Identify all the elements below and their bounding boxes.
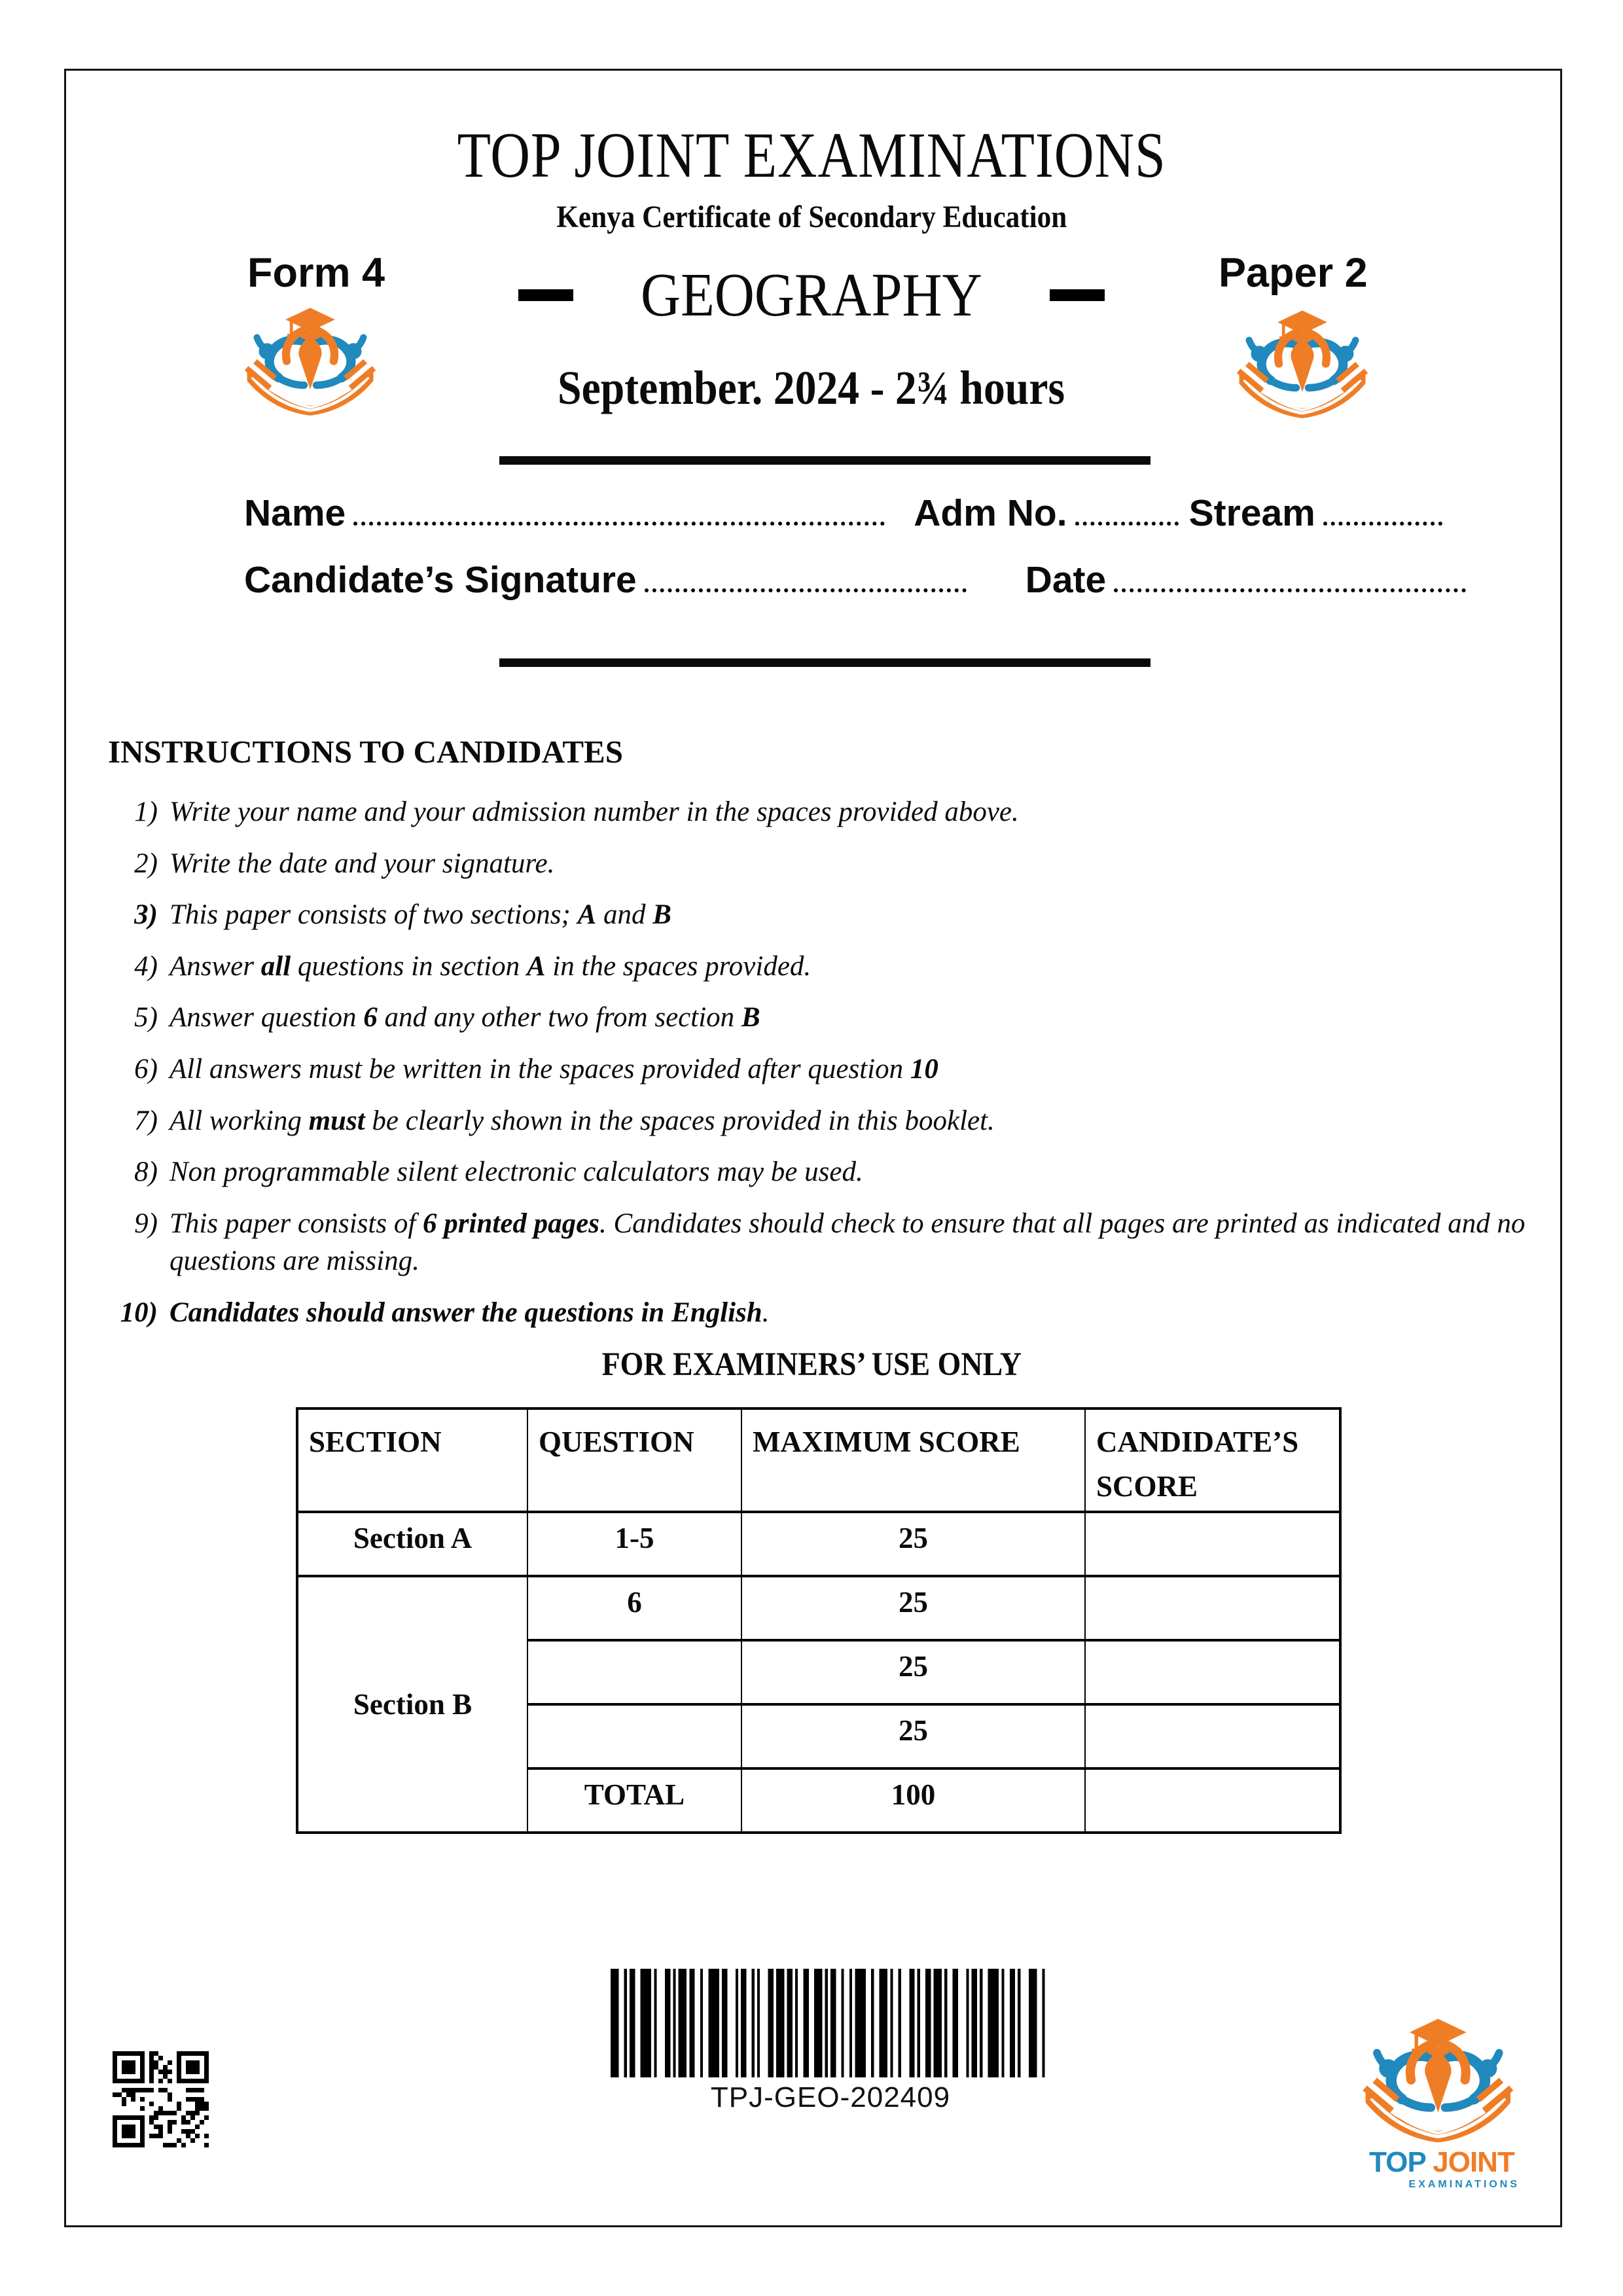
section-b-opt1-max: 25 (741, 1640, 1085, 1704)
name-fill-line (353, 515, 885, 526)
section-b-opt1-question (527, 1640, 741, 1704)
instruction-number: 4) (134, 950, 158, 982)
instruction-item (108, 896, 1535, 934)
footer-logo-wordmark: TOP JOINT (1369, 2146, 1514, 2178)
instruction-item (108, 948, 1535, 986)
barcode-block (611, 1969, 1050, 2112)
divider-bar-top (499, 456, 1150, 465)
total-max-score: 100 (741, 1768, 1085, 1833)
signature-date-row (244, 559, 1466, 601)
col-header-section: SECTION (297, 1408, 527, 1512)
candidate-details-row (244, 492, 1442, 534)
instruction-text: Answer all questions in section A in the spaces provided. (169, 950, 812, 982)
subject-dash-right (1050, 289, 1105, 301)
section-a-max-score: 25 (741, 1512, 1085, 1576)
instruction-item (108, 1294, 1535, 1332)
date-fill-line (1114, 582, 1466, 592)
subject-dash-left (518, 289, 573, 301)
instruction-text: Non programmable silent electronic calculators may be used. (169, 1157, 863, 1188)
instruction-number: 7) (134, 1105, 158, 1136)
table-header-row (297, 1408, 1340, 1512)
instruction-text: Write the date and your signature. (169, 848, 555, 879)
instruction-text: This paper consists of two sections; A and B (169, 899, 671, 931)
stream-fill-line (1323, 515, 1442, 526)
section-b-label: Section B (297, 1576, 527, 1833)
instruction-item (108, 1205, 1535, 1280)
section-a-label: Section A (297, 1512, 527, 1576)
instruction-text: Answer question 6 and any other two from section B (169, 1002, 760, 1033)
date-label: Date (1025, 559, 1107, 601)
instruction-number: 10) (120, 1297, 158, 1329)
instructions-title: INSTRUCTIONS TO CANDIDATES (108, 734, 623, 770)
instruction-item (108, 845, 1535, 883)
org-title-text: TOP JOINT EXAMINATIONS (457, 120, 1166, 191)
instruction-text: All working must be clearly shown in the spaces provided in this booklet. (169, 1105, 995, 1136)
total-label: TOTAL (527, 1768, 741, 1833)
section-a-question: 1-5 (527, 1512, 741, 1576)
col-header-candidate-score: CANDIDATE’S SCORE (1085, 1408, 1340, 1512)
instruction-item (108, 793, 1535, 831)
section-b-opt2-candidate-score-cell (1085, 1704, 1340, 1768)
footer-logo-emblem (1360, 2017, 1524, 2145)
adm-no-fill-line (1075, 515, 1179, 526)
barcode-text: TPJ-GEO-202409 (710, 2081, 951, 2113)
qr-code-image (113, 2051, 209, 2147)
divider-bar-bottom (499, 658, 1150, 667)
examiners-score-table (296, 1407, 1342, 1834)
section-b-q6-candidate-score-cell (1085, 1576, 1340, 1640)
page-title (0, 120, 1623, 191)
instruction-number: 1) (134, 797, 158, 827)
instruction-number: 9) (134, 1208, 158, 1239)
form-level-label: Form 4 (247, 250, 385, 296)
paper-number-label: Paper 2 (1219, 250, 1368, 296)
examiners-use-title: FOR EXAMINERS’ USE ONLY (601, 1346, 1022, 1383)
instruction-number: 8) (134, 1157, 158, 1188)
col-header-max-score: MAXIMUM SCORE (741, 1408, 1085, 1512)
name-label: Name (244, 492, 346, 534)
instruction-number: 2) (134, 848, 158, 879)
col-header-question: QUESTION (527, 1408, 741, 1512)
subject-title: GEOGRAPHY (641, 261, 982, 329)
signature-fill-line (645, 582, 967, 592)
instruction-text: Candidates should answer the questions in English. (169, 1297, 770, 1329)
instruction-text: Write your name and your admission number in the spaces provided above. (169, 797, 1019, 827)
section-a-candidate-score-cell (1085, 1512, 1340, 1576)
instruction-number: 3) (134, 899, 158, 931)
exam-session-duration: September. 2024 - 2¾ hours (558, 361, 1065, 414)
instruction-item (108, 1102, 1535, 1140)
section-b-q6: 6 (527, 1576, 741, 1640)
instruction-number: 5) (134, 1002, 158, 1033)
adm-no-label: Adm No. (914, 492, 1067, 534)
total-candidate-score-cell (1085, 1768, 1340, 1833)
top-joint-logo-footer (1360, 2017, 1524, 2190)
table-row-q6 (297, 1576, 1340, 1640)
signature-label: Candidate’s Signature (244, 559, 637, 601)
section-b-opt2-question (527, 1704, 741, 1768)
instruction-text: All answers must be written in the spaces provided after question 10 (169, 1054, 938, 1085)
instruction-text: This paper consists of 6 printed pages. Candidates should check to ensure that all pages are printed as indicated and no questions are missing. (169, 1208, 1525, 1277)
instruction-item (108, 999, 1535, 1037)
exam-subtitle: Kenya Certificate of Secondary Education (556, 200, 1067, 234)
table-row-section-a (297, 1512, 1340, 1576)
barcode-image (611, 1969, 1050, 2077)
instruction-number: 6) (134, 1054, 158, 1085)
qr-code-block (113, 2051, 209, 2151)
footer-logo-wordsub: EXAMINATIONS (1408, 2179, 1520, 2190)
instruction-item (108, 1050, 1535, 1088)
instructions-list (108, 793, 1535, 1346)
stream-label: Stream (1188, 492, 1315, 534)
section-b-opt1-candidate-score-cell (1085, 1640, 1340, 1704)
section-b-q6-max: 25 (741, 1576, 1085, 1640)
section-b-opt2-max: 25 (741, 1704, 1085, 1768)
instruction-item (108, 1153, 1535, 1191)
